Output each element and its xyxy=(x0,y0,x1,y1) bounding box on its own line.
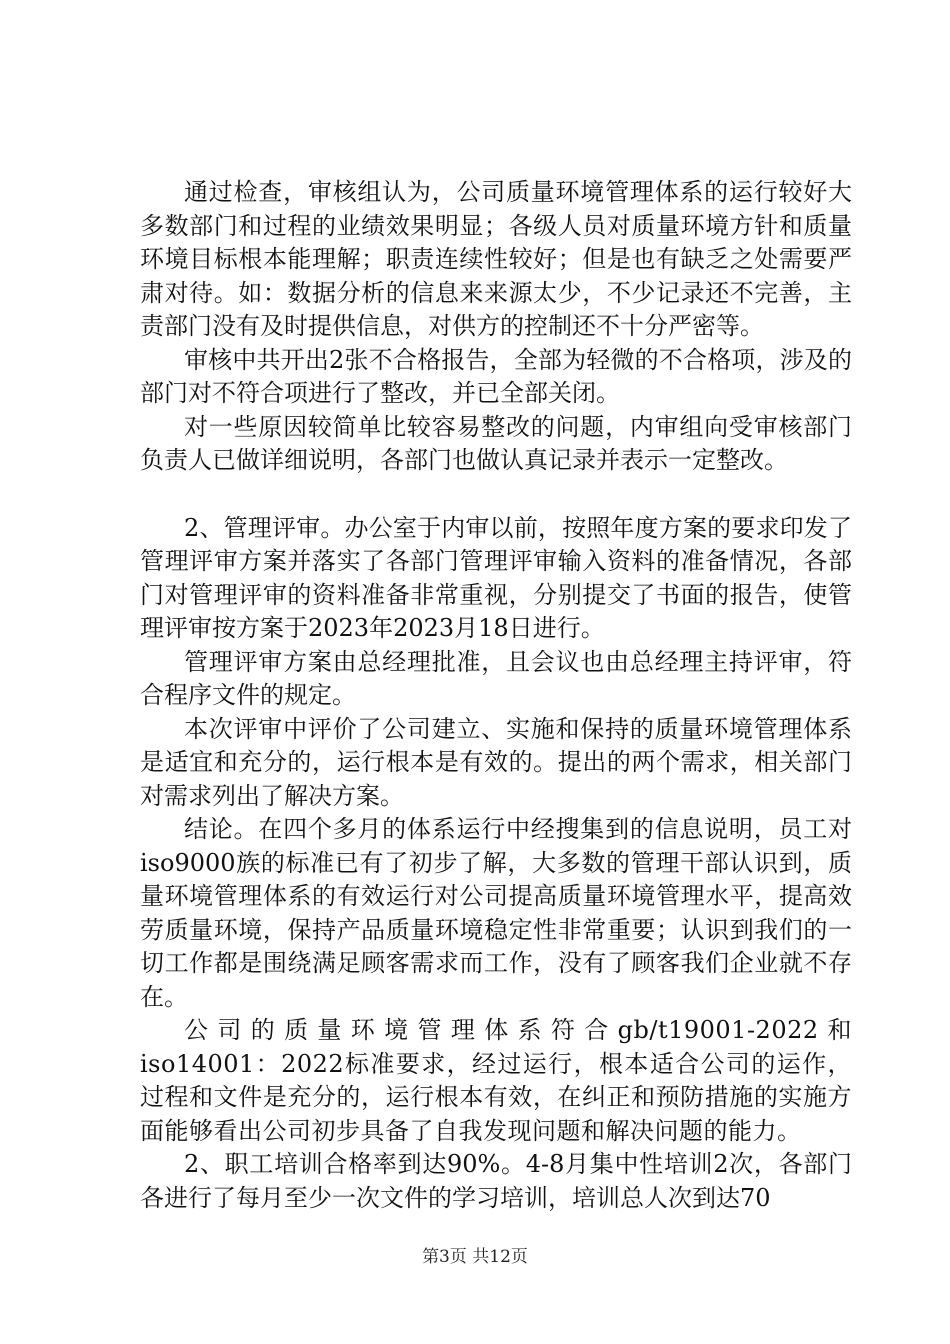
paragraph-nonconformity-reports: 审核中共开出2张不合格报告，全部为轻微的不合格项，涉及的部门对不符合项进行了整改，并已全部关闭。 xyxy=(140,345,852,407)
paragraph-management-review: 2、管理评审。办公室于内审以前，按照年度方案的要求印发了管理评审方案并落实了各部门管理评审输入资料的准备情况，各部门对管理评审的资料准备非常重视，分别提交了书面的报告，使管理评审按方案于2023年2023月18日进行。 xyxy=(140,513,852,642)
paragraph-training: 2、职工培训合格率到达90%。4-8月集中性培训2次，各部门各进行了每月至少一次文件的学习培训，培训总人次到达70 xyxy=(140,1150,852,1212)
paragraph-rectification-notes: 对一些原因较简单比较容易整改的问题，内审组向受审核部门负责人已做详细说明，各部门也做认真记录并表示一定整改。 xyxy=(140,412,852,474)
paragraph-conclusion: 结论。在四个多月的体系运行中经搜集到的信息说明，员工对iso9000族的标准已有了初步了解，大多数的管理干部认识到，质量环境管理体系的有效运行对公司提高质量环境管理水平，提高效劳质量环境，保持产品质量环境稳定性非常重要；认识到我们的一切工作都是围绕满足顾客需求而工作，没有了顾客我们企业就不存在。 xyxy=(140,815,852,1011)
page-number-footer: 第3页 共12页 xyxy=(422,1247,528,1267)
document-body xyxy=(140,176,852,1215)
paragraph-review-evaluation: 本次评审中评价了公司建立、实施和保持的质量环境管理体系是适宜和充分的，运行根本是有效的。提出的两个需求，相关部门对需求列出了解决方案。 xyxy=(140,714,852,810)
paragraph-review-approval: 管理评审方案由总经理批准，且会议也由总经理主持评审，符合程序文件的规定。 xyxy=(140,647,852,709)
paragraph-standard-compliance: 公司的质量环境管理体系符合gb/t19001-2022和iso14001：2022标准要求，经过运行，根本适合公司的运作，过程和文件是充分的，运行根本有效，在纠正和预防措施的实施方面能够看出公司初步具备了自我发现问题和解决问题的能力。 xyxy=(140,1016,852,1145)
paragraph-audit-findings: 通过检查，审核组认为，公司质量环境管理体系的运行较好大多数部门和过程的业绩效果明显；各级人员对质量环境方针和质量环境目标根本能理解；职责连续性较好；但是也有缺乏之处需要严肃对待。如：数据分析的信息来来源太少，不少记录还不完善，主责部门没有及时提供信息，对供方的控制还不十分严密等。 xyxy=(140,178,852,340)
paragraph-gap xyxy=(140,478,852,512)
